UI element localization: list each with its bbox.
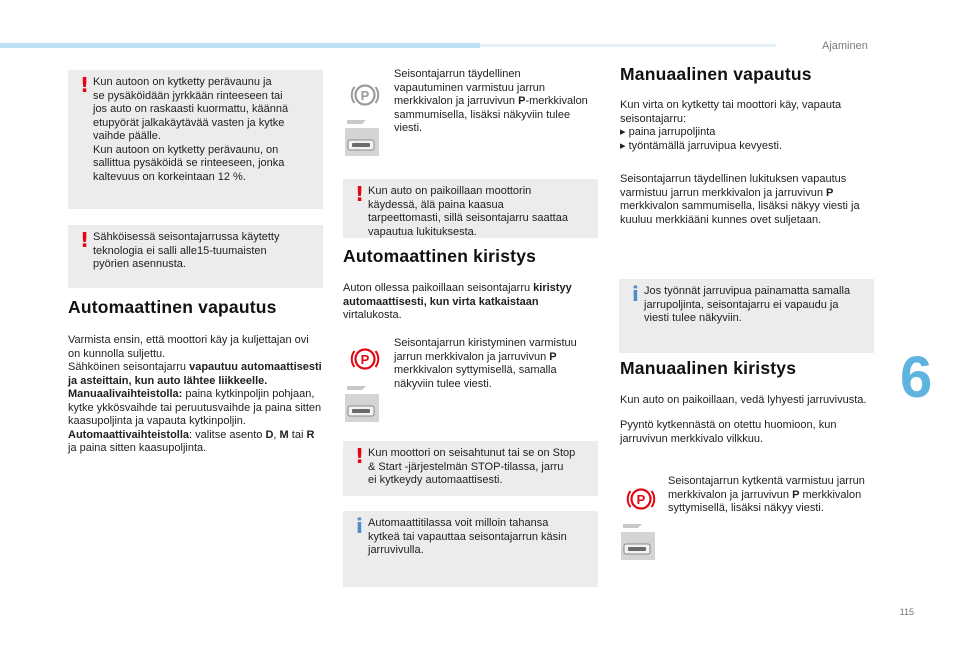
page-number: 115 <box>899 607 914 617</box>
heading-automatic-release: Automaattinen vapautus <box>68 297 277 317</box>
apply-confirmation-text: Seisontajarrun kytkentä varmistuu jarrun merkkivalon ja jarruvivun P merkkivalon syttymisellä, lisäksi näkyy viesti. <box>668 475 865 514</box>
header-accent-bar <box>0 43 480 48</box>
heading-manual-apply: Manuaalinen kiristys <box>620 358 797 378</box>
info-box-manual-override <box>343 511 598 587</box>
paragraph: Kun auto on paikoillaan, vedä lyhyesti jarruvivusta. <box>620 394 867 406</box>
parking-p-red-icon <box>626 484 656 514</box>
brake-lever-icon <box>344 384 380 422</box>
warning-text: ! Kun autoon on kytketty perävaunu ja se pysäköidään jyrkkään rinteeseen tai jos auto on raskaasti kuormattu, käännä etupyörät jalkakäytävää vasten ja kytke vaihde päälle. Kun autoon on kytketty perävaunu, on sallittua pysäköidä se rinteeseen, jonka kaltevuus on korkeintaan 12 %. <box>93 76 289 183</box>
warning-text: ! Kun moottori on seisahtunut tai se on Stop & Start -järjestelmän STOP-tilassa, jarru ei kytkeydy automaattisesti. <box>368 447 576 486</box>
warning-text: ! Kun auto on paikoillaan moottorin käydessä, älä paina kaasua tarpeettomasti, sillä seisontajarru saattaa vapautua lukituksesta. <box>368 185 568 238</box>
warning-box-throttle <box>343 179 598 238</box>
svg-text:P: P <box>360 88 370 103</box>
bullet: ▸ paina jarrupoljinta <box>620 126 716 138</box>
heading-automatic-apply: Automaattinen kiristys <box>343 246 537 266</box>
warning-box-trailer <box>68 70 323 209</box>
apply-confirmation-text: Seisontajarrun kiristyminen varmistuu jarrun merkkivalon ja jarruvivun P merkkivalon syttymisellä, samalla näkyviin tulee viesti. <box>394 337 577 390</box>
heading-manual-release: Manuaalinen vapautus <box>620 64 812 84</box>
info-box-lever-without-pedal <box>619 279 874 353</box>
svg-text:P: P <box>636 492 646 507</box>
warning-text: ! Sähköisessä seisontajarrussa käytetty teknologia ei salli alle15-tuumaisten pyörien asennusta. <box>93 231 280 270</box>
warning-box-stop-start <box>343 441 598 496</box>
paragraph: Varmista ensin, että moottori käy ja kuljettajan ovi on kunnolla suljettu. Sähköinen seisontajarru vapautuu automaattisesti ja asteittain, kun auto lähtee liikkeelle. Manuaalivaihteistolla: paina kytkinpoljin pohjaan, kytke ykkösvaihde tai peruutusvaihde ja paina sitten kaasupoljinta ja vapauta kytkinpoljin. Automaattivaihteistolla: valitse asento D, M tai R ja paina sitten kaasupoljinta. <box>68 334 322 454</box>
paragraph: Seisontajarrun täydellinen lukituksen vapautus varmistuu jarrun merkkivalon ja jarruvivun P merkkivalon sammumisella, lisäksi näkyy viesti ja kuuluu merkkiääni kunnes ovet suljetaan. <box>620 173 860 226</box>
section-title: Ajaminen <box>822 40 868 52</box>
info-text: i Automaattitilassa voit milloin tahansa kytkeä tai vapauttaa seisontajarrun käsin jarruvivulla. <box>368 517 567 556</box>
header-accent-bar-light <box>480 44 776 47</box>
warning-box-wheels <box>68 225 323 288</box>
brake-lever-icon <box>344 118 380 156</box>
paragraph: Pyyntö kytkennästä on otettu huomioon, kun jarruvivun merkkivalo vilkkuu. <box>620 419 837 445</box>
release-confirmation-text: Seisontajarrun täydellinen vapautuminen varmistuu jarrun merkkivalon ja jarruvivun P-merkkivalon sammumisella, lisäksi näkyviin tulee viesti. <box>394 68 588 134</box>
brake-lever-icon <box>620 522 656 560</box>
paragraph: Kun virta on kytketty tai moottori käy, vapauta seisontajarru: ▸ paina jarrupoljinta ▸ työntämällä jarruvipua kevyesti. <box>620 99 842 152</box>
chapter-number: 6 <box>900 345 933 410</box>
parking-p-grey-icon <box>350 80 380 110</box>
bullet: ▸ työntämällä jarruvipua kevyesti. <box>620 139 783 152</box>
paragraph: Auton ollessa paikoillaan seisontajarru kiristyy automaattisesti, kun virta katkaistaan virtalukosta. <box>343 282 572 321</box>
svg-text:P: P <box>360 352 370 367</box>
parking-p-red-icon <box>350 344 380 374</box>
info-text: i Jos työnnät jarruvipua painamatta samalla jarrupoljinta, seisontajarru ei vapaudu ja viesti tulee näkyviin. <box>644 285 851 324</box>
